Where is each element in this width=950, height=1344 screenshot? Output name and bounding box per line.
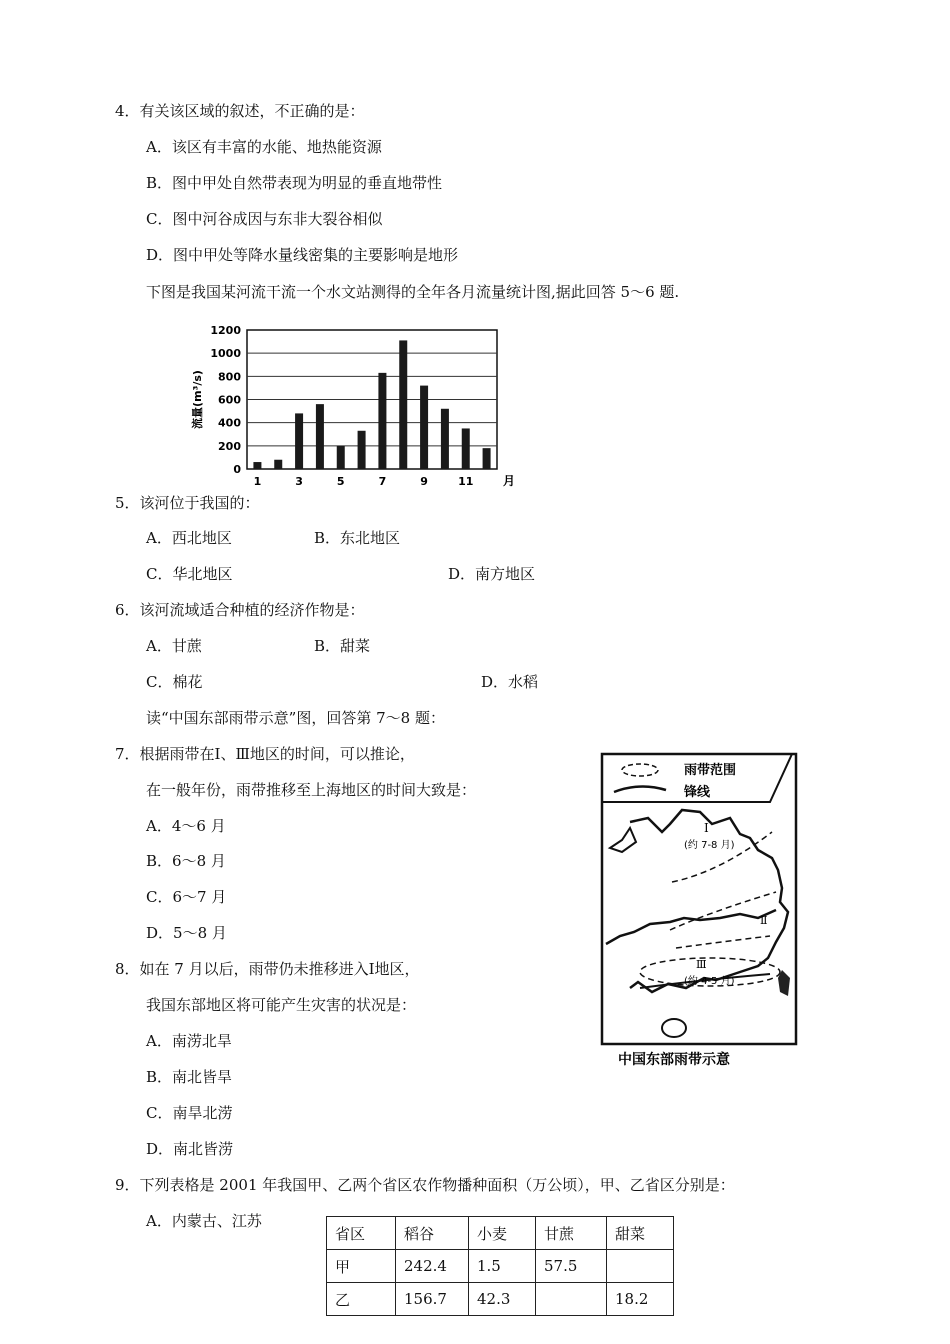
q8-option-a: A．南涝北旱 [146, 1032, 232, 1050]
q6-option-c: C．棉花 [146, 673, 203, 691]
q5-option-a: A．西北地区 [146, 529, 232, 547]
y-axis-label: 流量(m³/s) [191, 370, 204, 429]
bar-month-1 [253, 462, 261, 469]
table-header-cell: 省区 [327, 1217, 396, 1250]
q7-option-a: A．4～6 月 [146, 817, 226, 835]
rain-belt-map-svg [600, 752, 800, 1072]
table-cell: 乙 [327, 1283, 396, 1316]
q7-option-c: C．6～7 月 [146, 888, 227, 906]
map-caption: 中国东部雨带示意 [618, 1052, 730, 1068]
bar-month-9 [420, 386, 428, 469]
bar-month-5 [337, 446, 345, 469]
legend-rain-label: 雨带范围 [684, 763, 737, 778]
table-cell: 242.4 [396, 1250, 469, 1283]
q9-stem: 9．下列表格是 2001 年我国甲、乙两个省区农作物播种面积（万公顷），甲、乙省区分别是： [115, 1176, 735, 1194]
q8-option-b: B．南北皆旱 [146, 1068, 233, 1086]
x-tick-label: 9 [420, 475, 428, 488]
q8-stem: 8．如在 7 月以后，雨带仍未推移进入Ⅰ地区， [115, 960, 420, 978]
q4-option-b: B．图中甲处自然带表现为明显的垂直地带性 [146, 174, 443, 192]
table-header-cell: 甘蔗 [536, 1217, 607, 1250]
y-tick-label: 200 [218, 439, 241, 453]
q7-option-b: B．6～8 月 [146, 852, 226, 870]
table-cell: 42.3 [469, 1283, 536, 1316]
q8-option-c: C．南旱北涝 [146, 1104, 233, 1122]
bar-month-8 [399, 340, 407, 469]
border-line [610, 828, 636, 852]
rain-belt-2b [676, 936, 770, 948]
table-row [327, 1250, 674, 1283]
q4-option-a: A．该区有丰富的水能、地热能资源 [146, 138, 382, 156]
table-cell: 156.7 [396, 1283, 469, 1316]
region-3-label: Ⅲ [696, 958, 707, 971]
bar-month-10 [441, 409, 449, 469]
region-3-time: (约 4-5 月) [684, 976, 735, 987]
q5-option-c: C．华北地区 [146, 565, 233, 583]
legend-front-label: 锋线 [684, 785, 711, 800]
q7-stem: 7．根据雨带在Ⅰ、Ⅲ地区的时间，可以推论， [115, 745, 415, 763]
x-axis-label: 月 [503, 474, 516, 488]
q7-option-d: D．5～8 月 [146, 924, 227, 942]
bar-month-11 [462, 428, 470, 469]
rain-range-symbol [622, 764, 658, 776]
table-row [327, 1283, 674, 1316]
q6-option-d: D．水稻 [481, 673, 539, 691]
q5-stem: 5．该河位于我国的： [115, 494, 260, 512]
x-tick-label: 3 [295, 475, 303, 488]
bar-month-4 [316, 404, 324, 469]
x-tick-label: 11 [458, 475, 474, 488]
flow-chart [185, 320, 525, 490]
q4-option-c: C．图中河谷成因与东非大裂谷相似 [146, 210, 383, 228]
table-cell: 18.2 [607, 1283, 674, 1316]
hainan-shape [662, 1019, 686, 1037]
region-1-time: (约 7-8 月) [684, 840, 735, 851]
q6-option-b: B．甜菜 [314, 637, 371, 655]
q4-stem: 4．有关该区域的叙述，不正确的是： [115, 102, 365, 120]
bar-month-7 [378, 373, 386, 469]
y-tick-label: 1000 [210, 347, 241, 361]
table-cell [536, 1283, 607, 1316]
q8-stem-2: 我国东部地区将可能产生灾害的状况是： [146, 996, 417, 1014]
y-tick-label: 800 [218, 370, 241, 384]
flow-chart-svg [185, 320, 525, 490]
intro-7-8: 读“中国东部雨带示意”图，回答第 7～8 题： [146, 709, 445, 727]
crop-area-table [326, 1216, 674, 1316]
q8-option-d: D．南北皆涝 [146, 1140, 234, 1158]
table-cell [607, 1250, 674, 1283]
x-tick-label: 7 [378, 475, 387, 488]
q6-stem: 6．该河流域适合种植的经济作物是： [115, 601, 365, 619]
q6-option-a: A．甘蔗 [146, 637, 202, 655]
front-line-symbol [614, 786, 666, 792]
table-header-cell: 小麦 [469, 1217, 536, 1250]
region-1-label: Ⅰ [704, 821, 709, 835]
q9-option-a: A．内蒙古、江苏 [146, 1212, 262, 1230]
x-tick-label: 1 [253, 475, 262, 488]
q5-option-b: B．东北地区 [314, 529, 401, 547]
q5-option-d: D．南方地区 [448, 565, 536, 583]
y-tick-label: 600 [218, 393, 241, 407]
table-cell: 甲 [327, 1250, 396, 1283]
q7-stem-2: 在一般年份，雨带推移至上海地区的时间大致是： [146, 781, 477, 799]
table-cell: 1.5 [469, 1250, 536, 1283]
table-cell: 57.5 [536, 1250, 607, 1283]
rain-belt-map [600, 752, 800, 1072]
y-tick-label: 0 [233, 463, 241, 476]
bar-month-6 [358, 431, 366, 469]
region-2-label: Ⅱ [760, 914, 768, 927]
table-header-row [327, 1217, 674, 1250]
x-tick-label: 5 [336, 475, 345, 488]
table-header-cell: 甜菜 [607, 1217, 674, 1250]
q4-option-d: D．图中甲处等降水量线密集的主要影响是地形 [146, 246, 459, 264]
intro-5-6: 下图是我国某河流干流一个水文站测得的全年各月流量统计图,据此回答 5～6 题. [146, 283, 680, 301]
bar-month-2 [274, 460, 282, 469]
y-tick-label: 1200 [210, 324, 241, 337]
y-tick-label: 400 [218, 416, 241, 430]
bar-month-12 [483, 448, 491, 469]
table-header-cell: 稻谷 [396, 1217, 469, 1250]
bar-month-3 [295, 413, 303, 469]
